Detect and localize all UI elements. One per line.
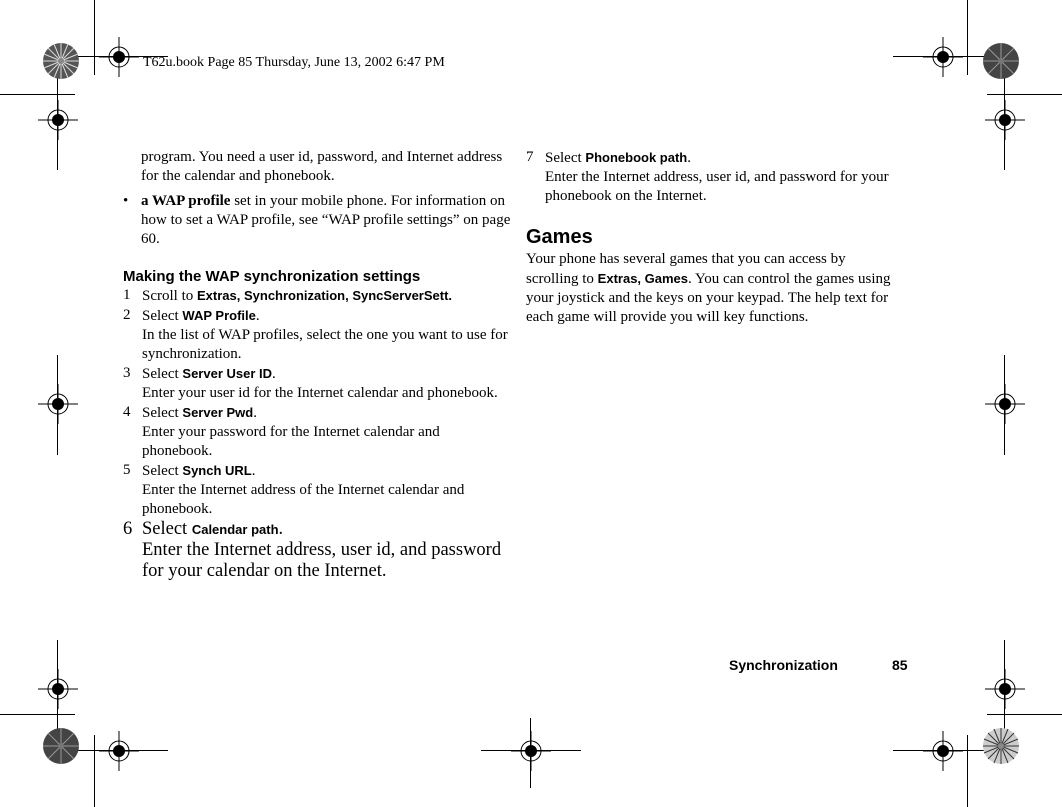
crop-line bbox=[57, 355, 58, 455]
crop-line bbox=[68, 750, 168, 751]
step-item: 7 Select Phonebook path. Enter the Internet address, user id, and password for your phonebook on the Internet. bbox=[526, 149, 889, 204]
crop-line bbox=[1004, 70, 1005, 170]
registration-target-icon bbox=[99, 731, 139, 771]
menu-option: Synch URL bbox=[182, 463, 252, 478]
bullet-item bbox=[123, 192, 513, 249]
bullet-text: set in your mobile phone. For information on how to set a WAP profile, see “WAP profile settings” on page 60. bbox=[141, 193, 511, 247]
left-column bbox=[123, 148, 513, 582]
menu-option: Server User ID bbox=[182, 366, 273, 381]
footer-section: Synchronization bbox=[729, 657, 838, 673]
bullet-mark: • bbox=[123, 193, 129, 209]
calibration-wheel-icon bbox=[982, 727, 1020, 765]
crop-line bbox=[481, 750, 581, 751]
calibration-wheel-icon bbox=[42, 42, 80, 80]
crop-line bbox=[57, 640, 58, 740]
menu-option: WAP Profile bbox=[182, 308, 256, 323]
registration-target-icon bbox=[985, 100, 1025, 140]
menu-option: Calendar path bbox=[191, 522, 279, 537]
registration-target-icon bbox=[511, 731, 551, 771]
menu-option: Phonebook path bbox=[585, 150, 688, 165]
step-item: 3 Select Server User ID. Enter your user id for the Internet calendar and phonebook. bbox=[123, 365, 498, 401]
calibration-wheel-icon bbox=[982, 42, 1020, 80]
crop-line bbox=[1004, 355, 1005, 455]
crop-line bbox=[893, 750, 993, 751]
step-item: 1 Scroll to Extras, Synchronization, SyncServerSett. bbox=[123, 287, 453, 304]
menu-option: Server Pwd bbox=[182, 405, 254, 420]
step-item: 4 Select Server Pwd. Enter your password for the Internet calendar and phonebook. bbox=[123, 404, 440, 459]
menu-path: Extras, Synchronization, SyncServerSett. bbox=[197, 288, 453, 303]
registration-target-icon bbox=[99, 37, 139, 77]
registration-target-icon bbox=[38, 384, 78, 424]
calibration-wheel-icon bbox=[42, 727, 80, 765]
registration-target-icon bbox=[985, 384, 1025, 424]
crop-line bbox=[1004, 640, 1005, 740]
menu-path: Extras, Games bbox=[597, 271, 689, 286]
games-paragraph: Your phone has several games that you can access by scrolling to Extras, Games. You can control the games using your joystick and the keys on your keypad. The help text for each game will provide you will key functions. bbox=[526, 251, 891, 325]
crop-line bbox=[530, 718, 531, 788]
intro-paragraph: program. You need a user id, password, and Internet address for the calendar and phonebook. bbox=[141, 149, 503, 184]
registration-target-icon bbox=[38, 669, 78, 709]
crop-line bbox=[57, 70, 58, 170]
registration-target-icon bbox=[923, 37, 963, 77]
right-column bbox=[526, 148, 898, 327]
header-file-info: T62u.book Page 85 Thursday, June 13, 2002 6:47 PM bbox=[143, 55, 445, 70]
registration-target-icon bbox=[985, 669, 1025, 709]
bullet-term: a WAP profile bbox=[141, 193, 231, 209]
games-title: Games bbox=[526, 226, 593, 248]
step-item: 2 Select WAP Profile. In the list of WAP profiles, select the one you want to use for synchronization. bbox=[123, 307, 508, 362]
step-item: 5 Select Synch URL. Enter the Internet address of the Internet calendar and phonebook. bbox=[123, 462, 465, 517]
footer-page-number: 85 bbox=[892, 657, 908, 673]
crop-line bbox=[893, 56, 993, 57]
section-title: Making the WAP synchronization settings bbox=[123, 268, 421, 285]
registration-target-icon bbox=[923, 731, 963, 771]
steps-list bbox=[123, 286, 513, 582]
registration-target-icon bbox=[38, 100, 78, 140]
step-item: 6 Select Calendar path. Enter the Internet address, user id, and password for your calendar on the Internet. bbox=[123, 519, 502, 581]
